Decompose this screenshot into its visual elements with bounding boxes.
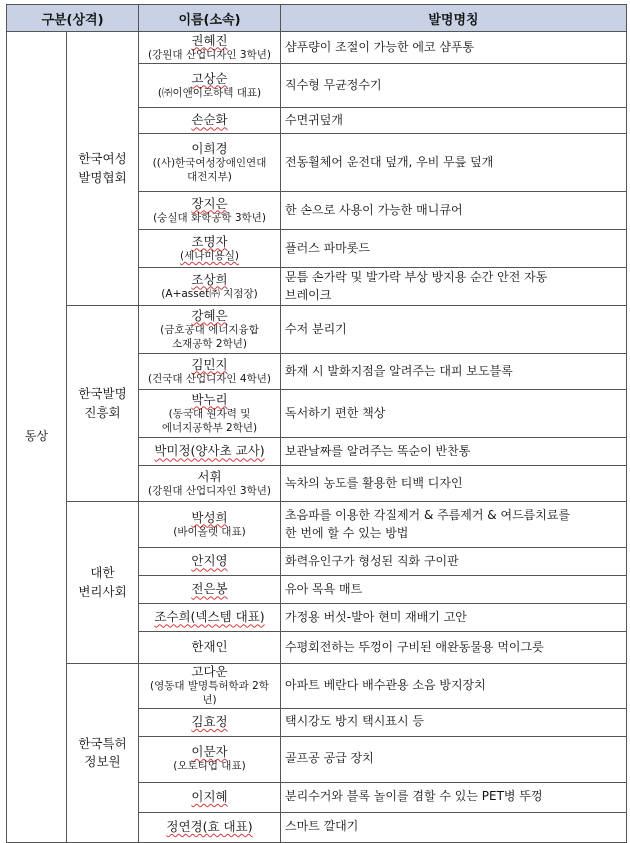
awardee-name: 조명자 — [191, 233, 228, 249]
header-row — [7, 5, 627, 32]
header-name: 이름(소속) — [139, 5, 281, 32]
table-row — [7, 306, 627, 354]
invention-cell: 직수형 무균정수기 — [281, 64, 627, 108]
invention-cell: 녹차의 농도를 활용한 티백 디자인 — [281, 466, 627, 502]
awardee-affiliation: (A+asset㈜ 지점장) — [161, 287, 258, 300]
name-cell — [139, 812, 281, 842]
awardee-affiliation: (바이올렛 대표) — [173, 525, 246, 538]
invention-cell: 분리수거와 블록 놀이를 겸할 수 있는 PET병 뚜껑 — [281, 782, 627, 812]
awardee-name: 김민지 — [191, 356, 228, 372]
awardee-name: 조수희(넥스템 대표) — [154, 609, 265, 625]
name-cell — [139, 782, 281, 812]
name-cell — [139, 230, 281, 268]
association-cell: 한국발명 진흥회 — [67, 306, 139, 502]
header-invention: 발명명칭 — [281, 5, 627, 32]
name-cell — [139, 576, 281, 604]
name-cell — [139, 502, 281, 548]
invention-cell: 아파트 베란다 배수관용 소음 방지장치 — [281, 664, 627, 709]
awardee-name: 서휘 — [197, 468, 222, 484]
awardee-affiliation: (건국대 산업디자인 4학년) — [148, 372, 271, 385]
awardee-name: 이희경 — [191, 140, 228, 156]
name-cell — [139, 708, 281, 736]
invention-cell: 한 손으로 사용이 가능한 매니큐어 — [281, 192, 627, 230]
invention-cell: 화력유인구가 형성된 직화 구이판 — [281, 548, 627, 576]
name-cell — [139, 64, 281, 108]
name-cell — [139, 32, 281, 64]
awardee-affiliation: (㈜이앤이로하텍 대표) — [157, 86, 262, 99]
awardee-affiliation: (동국대 원자력 및 에너지공학부 2학년) — [161, 407, 258, 434]
awardee-name: 고다운 — [191, 664, 228, 679]
table-row — [7, 32, 627, 64]
awardee-name: 박누리 — [191, 391, 228, 407]
awardee-name: 강혜은 — [191, 307, 228, 323]
awardee-name: 전은봉 — [191, 581, 228, 597]
invention-cell: 택시강도 방지 택시표시 등 — [281, 708, 627, 736]
award-table — [6, 4, 627, 843]
awardee-affiliation: (금호공대 에너지융합 소재공학 2학년) — [160, 323, 259, 350]
invention-cell: 수저 분리기 — [281, 306, 627, 354]
awardee-affiliation: ((사)한국여성장애인연대 대전지부) — [152, 156, 267, 183]
awardee-name: 이문자 — [191, 744, 228, 760]
invention-cell: 플러스 파마롯드 — [281, 230, 627, 268]
awardee-affiliation: (오토티업 대표) — [173, 760, 246, 773]
name-cell — [139, 632, 281, 664]
name-cell — [139, 192, 281, 230]
name-cell — [139, 604, 281, 632]
invention-cell: 전동휠체어 운전대 덮개, 우비 무릎 덮개 — [281, 134, 627, 192]
awardee-affiliation: (세나미용실) — [180, 249, 239, 262]
invention-cell: 초음파를 이용한 각질제거 & 주름제거 & 여드름치료를 한 번에 할 수 있는 방법 — [281, 502, 627, 548]
name-cell — [139, 354, 281, 390]
grade-cell: 동상 — [7, 32, 67, 843]
header-grade: 구분(상격) — [7, 5, 139, 32]
awardee-name: 손순화 — [191, 112, 228, 128]
awardee-name: 고상순 — [191, 70, 228, 86]
awardee-affiliation: (숭실대 화학공학 3학년) — [153, 211, 266, 224]
awardee-name: 안지영 — [191, 553, 228, 569]
invention-cell: 골프공 공급 장치 — [281, 736, 627, 782]
awardee-name: 이지혜 — [191, 788, 228, 804]
name-cell — [139, 466, 281, 502]
name-cell — [139, 548, 281, 576]
name-cell — [139, 268, 281, 306]
invention-cell: 독서하기 편한 책상 — [281, 390, 627, 438]
invention-cell: 수평회전하는 뚜껑이 구비된 애완동물용 먹이그릇 — [281, 632, 627, 664]
invention-cell: 샴푸량이 조절이 가능한 에코 샴푸통 — [281, 32, 627, 64]
invention-cell: 스마트 깔대기 — [281, 812, 627, 842]
invention-cell: 보관날짜를 알려주는 똑순이 반찬통 — [281, 438, 627, 466]
invention-cell: 유아 목욕 매트 — [281, 576, 627, 604]
awardee-name: 장지은 — [191, 195, 228, 211]
awardee-name: 정연경(효 대표) — [166, 818, 253, 834]
awardee-name: 박성희 — [191, 509, 228, 525]
awardee-name: 박미정(양사초 교사) — [154, 443, 265, 459]
name-cell — [139, 438, 281, 466]
name-cell — [139, 134, 281, 192]
association-cell: 대한 변리사회 — [67, 502, 139, 664]
invention-cell: 가정용 버섯-발아 현미 재배기 고안 — [281, 604, 627, 632]
name-cell — [139, 306, 281, 354]
awardee-name: 김효정 — [191, 713, 228, 729]
invention-cell: 문틈 손가락 및 발가락 부상 방지용 순간 안전 자동 브레이크 — [281, 268, 627, 306]
table-row — [7, 502, 627, 548]
awardee-name: 권혜진 — [191, 32, 228, 48]
name-cell — [139, 390, 281, 438]
awardee-name: 한재인 — [191, 639, 228, 655]
association-cell: 한국특허 정보원 — [67, 664, 139, 843]
name-cell — [139, 108, 281, 134]
name-cell — [139, 736, 281, 782]
awardee-affiliation: (영동대 발명특허학과 2학년) — [150, 680, 269, 706]
awardee-affiliation: (강원대 산업디자인 3학년) — [148, 48, 271, 61]
invention-cell: 화재 시 발화지점을 알려주는 대피 보도블록 — [281, 354, 627, 390]
table-row — [7, 664, 627, 709]
association-cell: 한국여성 발명협회 — [67, 32, 139, 306]
name-cell — [139, 664, 281, 709]
awardee-affiliation: (강원대 산업디자인 3학년) — [148, 484, 271, 497]
awardee-name: 조상희 — [191, 271, 228, 287]
invention-cell: 수면귀덮개 — [281, 108, 627, 134]
